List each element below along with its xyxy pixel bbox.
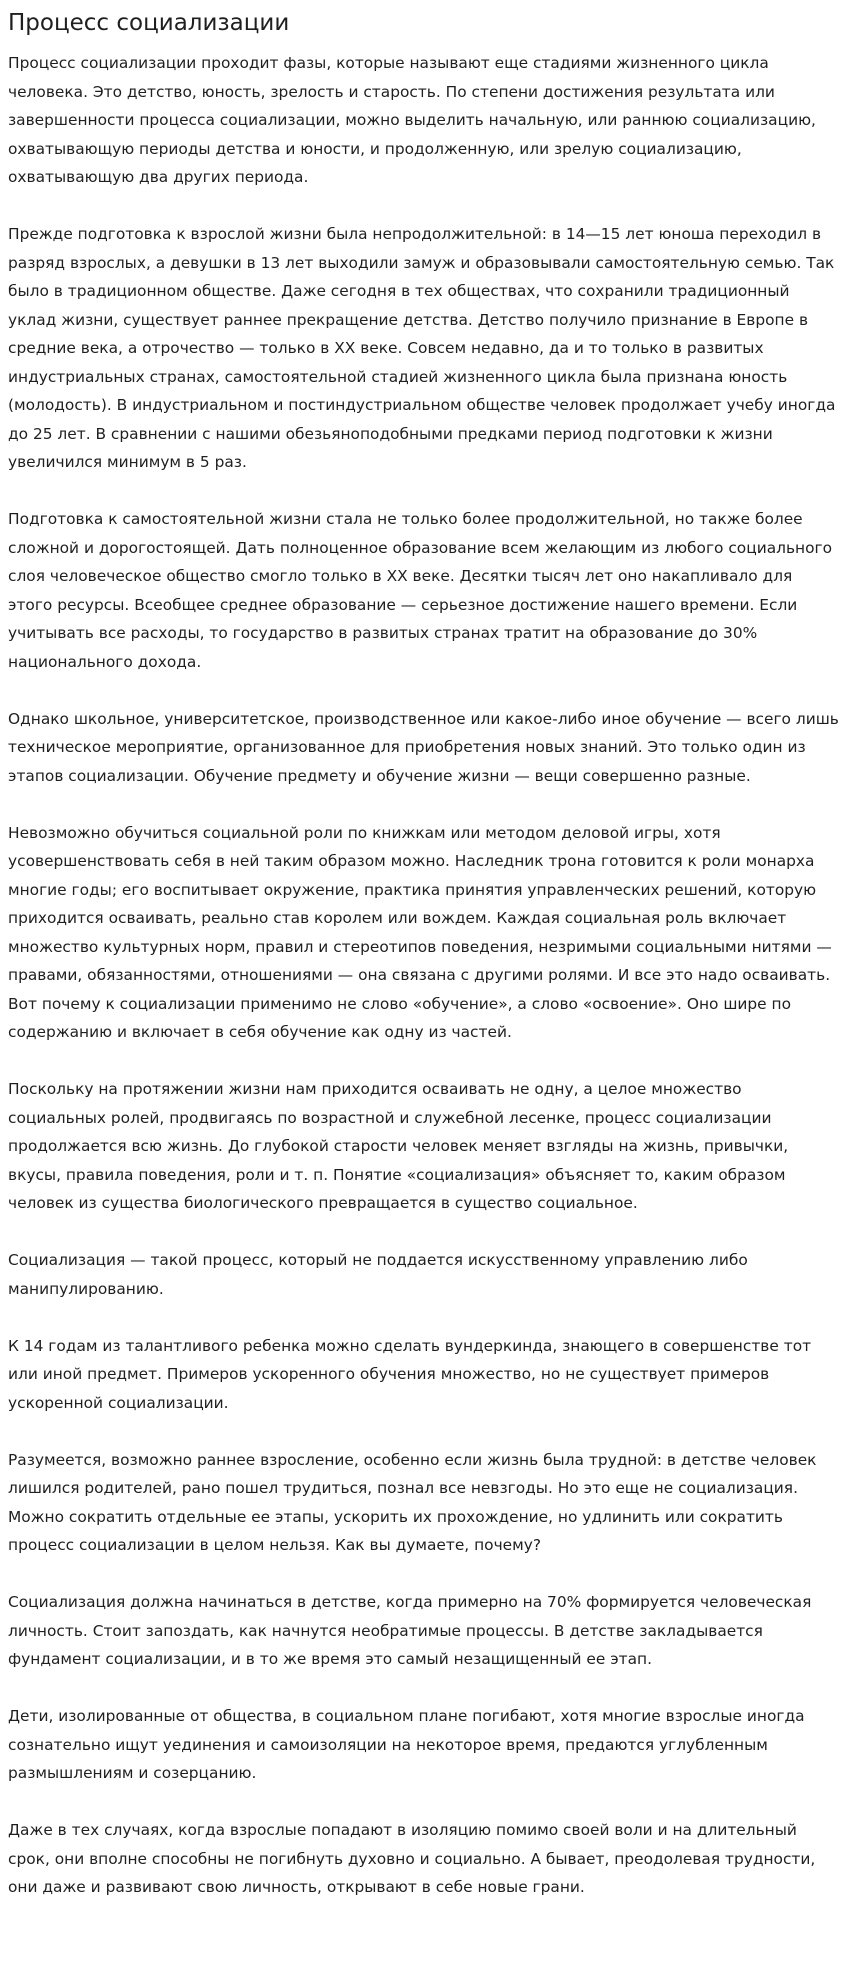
paragraph-childhood: Социализация должна начинаться в детстве, когда примерно на 70% формируется человеческая личность. Стоит запоздать, как начнутся необратимые процессы. В детстве закладывается фундамент социализации, и в то же время это самый незащищенный ее этап. [8,1593,812,1668]
paragraph-adult-isolation: Даже в тех случаях, когда взрослые попадают в изоляцию помимо своей воли и на длительный срок, они вполне способны не погибнуть духовно и социально. А бывает, преодолевая трудности, они даже и развивают свою личность, открывают в себе новые грани. [8,1821,816,1896]
paragraph-lifelong: Поскольку на протяжении жизни нам приходится осваивать не одну, а целое множество социальных ролей, продвигаясь по возрастной и служебной лесенке, процесс социализации продолжается всю жизнь. До глубокой старости человек меняет взгляды на жизнь, привычки, вкусы, правила поведения, роли и т. п. Понятие «социализация» объясняет то, каким образом человек из существа биологического превращается в существо социальное. [8,1080,789,1212]
article-title: Процесс социализации [8,10,290,36]
paragraph-isolation: Дети, изолированные от общества, в социальном плане погибают, хотя многие взрослые иногда сознательно ищут уединения и самоизоляции на некоторое время, предаются углубленным размышлениям и созерцанию. [8,1707,805,1782]
paragraph-preparation: Подготовка к самостоятельной жизни стала не только более продолжительной, но также более сложной и дорогостоящей. Дать полноценное образование всем желающим из любого социального слоя человеческое общество смогло только в XX веке. Десятки тысяч лет оно накапливало для этого ресурсы. Всеобщее среднее образование — серьезное достижение нашего времени. Если учитывать все расходы, то государство в развитых странах тратит на образование до 30% национального дохода. [8,510,833,671]
paragraph-early-maturity: Разумеется, возможно раннее взросление, особенно если жизнь была трудной: в детстве человек лишился родителей, рано пошел трудиться, познал все невзгоды. Но это еще не социализация. Можно сократить отдельные ее этапы, ускорить их прохождение, но удлинить или сократить процесс социализации в целом нельзя. Как вы думаете, почему? [8,1450,817,1554]
paragraph-history: Прежде подготовка к взрослой жизни была непродолжительной: в 14—15 лет юноша переходил в разряд взрослых, а девушки в 13 лет выходили замуж и образовывали самостоятельную семью. Так было в традиционном обществе. Даже сегодня в тех обществах, что сохранили традиционный уклад жизни, существует раннее прекращение детства. Детство получило признание в Европе в средние века, а отрочество — только в XX веке. Совсем недавно, да и то только в развитых индустриальных странах, самостоятельной стадией жизненного цикла была признана юность (молодость). В индустриальном и постиндустриальном обществе человек продолжает учебу иногда до 25 лет. В сравнении с нашими обезьяноподобными предками период подготовки к жизни увеличился минимум в 5 раз. [8,225,836,471]
paragraph-definition: Социализация — такой процесс, который не поддается искусственному управлению либо манипулированию. [8,1251,748,1298]
paragraph-education: Однако школьное, университетское, производственное или какое-либо иное обучение — всего лишь техническое мероприятие, организованное для приобретения новых знаний. Это только один из этапов социализации. Обучение предмету и обучение жизни — вещи совершенно разные. [8,709,839,785]
article-body [8,49,839,1902]
paragraph-stages: Процесс социализации проходит фазы, которые называют еще стадиями жизненного цикла человека. Это детство, юность, зрелость и старость. По степени достижения результата или завершенности процесса социализации, можно выделить начальную, или раннюю социализацию, охватывающую периоды детства и юности, и продолженную, или зрелую социализацию, охватывающую два других периода. [8,54,816,186]
paragraph-prodigy: К 14 годам из талантливого ребенка можно сделать вундеркинда, знающего в совершенстве тот или иной предмет. Примеров ускоренного обучения множество, но не существует примеров ускоренной социализации. [8,1336,812,1412]
paragraph-social-role: Невозможно обучиться социальной роли по книжкам или методом деловой игры, хотя усовершенствовать себя в ней таким образом можно. Наследник трона готовится к роли монарха многие годы; его воспитывает окружение, практика принятия управленческих решений, которую приходится осваивать, реально став королем или вождем. Каждая социальная роль включает множество культурных норм, правил и стереотипов поведения, незримыми социальными нитями — правами, обязанностями, отношениями — она связана с другими ролями. И все это надо осваивать. Вот почему к социализации применимо не слово «обучение», а слово «освоение». Оно шире по содержанию и включает в себя обучение как одну из частей. [8,823,832,1041]
